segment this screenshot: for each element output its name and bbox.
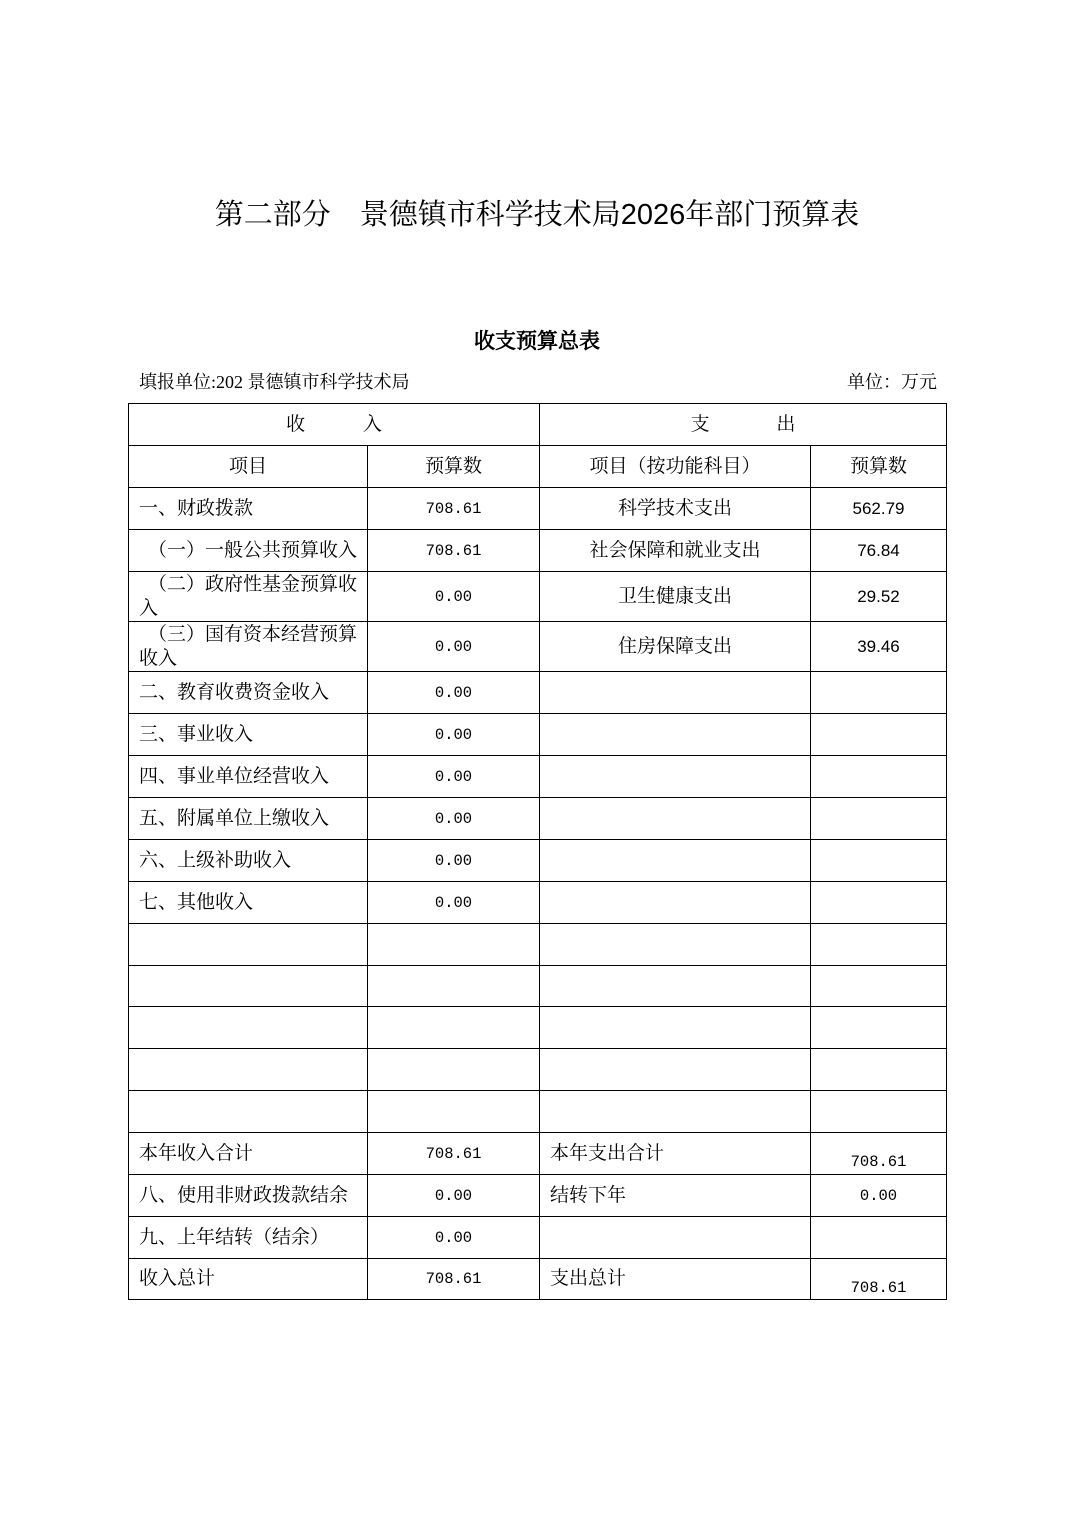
empty-cell	[811, 1049, 947, 1091]
grand-total-income-item: 收入总计	[129, 1259, 368, 1300]
income-amount: 0.00	[368, 840, 540, 882]
income-item: 五、附属单位上缴收入	[129, 798, 368, 840]
income-amount: 0.00	[368, 756, 540, 798]
income-item: （二）政府性基金预算收入	[139, 573, 358, 619]
empty-cell	[129, 924, 368, 966]
total-income-amount: 0.00	[368, 1217, 540, 1259]
empty-cell	[811, 966, 947, 1007]
grand-total-income-amount: 708.61	[368, 1259, 540, 1300]
empty-cell	[129, 966, 368, 1007]
grand-total-expense-amount: 708.61	[811, 1259, 947, 1300]
empty-cell	[540, 1217, 811, 1259]
income-amount: 0.00	[368, 622, 540, 672]
col-header-expense-amount: 预算数	[811, 446, 947, 488]
empty-cell	[368, 1049, 540, 1091]
income-item-cell	[129, 572, 368, 622]
empty-cell	[129, 1091, 368, 1133]
empty-cell	[811, 756, 947, 798]
col-header-income-item: 项目	[129, 446, 368, 488]
total-expense-item: 本年支出合计	[540, 1133, 811, 1175]
empty-cell	[811, 1091, 947, 1133]
income-item: （一）一般公共预算收入	[148, 539, 358, 561]
empty-cell	[368, 966, 540, 1007]
empty-cell	[811, 798, 947, 840]
expense-section-header: 支 出	[540, 404, 947, 446]
income-amount: 0.00	[368, 798, 540, 840]
total-income-amount: 0.00	[368, 1175, 540, 1217]
income-item-cell	[129, 530, 368, 572]
empty-cell	[540, 1049, 811, 1091]
total-income-amount: 708.61	[368, 1133, 540, 1175]
income-amount: 0.00	[368, 572, 540, 622]
total-expense-item: 结转下年	[540, 1175, 811, 1217]
income-amount: 708.61	[368, 530, 540, 572]
filing-unit: 填报单位:202 景德镇市科学技术局	[139, 372, 410, 392]
currency-unit: 单位：万元	[847, 372, 937, 392]
empty-cell	[129, 1049, 368, 1091]
empty-cell	[540, 840, 811, 882]
empty-cell	[540, 798, 811, 840]
col-header-income-amount: 预算数	[368, 446, 540, 488]
expense-amount: 76.84	[811, 530, 947, 572]
expense-item: 卫生健康支出	[540, 572, 811, 622]
expense-item: 社会保障和就业支出	[540, 530, 811, 572]
budget-table	[128, 403, 947, 1300]
table-title: 收支预算总表	[474, 329, 600, 353]
income-item: 四、事业单位经营收入	[129, 756, 368, 798]
income-item: 六、上级补助收入	[129, 840, 368, 882]
empty-cell	[368, 1091, 540, 1133]
total-income-item: 九、上年结转（结余）	[129, 1217, 368, 1259]
income-amount: 0.00	[368, 672, 540, 714]
empty-cell	[540, 1091, 811, 1133]
income-item: 二、教育收费资金收入	[129, 672, 368, 714]
doc-title: 第二部分 景德镇市科学技术局2026年部门预算表	[214, 199, 860, 231]
income-item: 七、其他收入	[129, 882, 368, 924]
empty-cell	[540, 966, 811, 1007]
total-income-item: 本年收入合计	[129, 1133, 368, 1175]
empty-cell	[540, 672, 811, 714]
empty-cell	[540, 924, 811, 966]
empty-cell	[540, 882, 811, 924]
income-amount: 708.61	[368, 488, 540, 530]
expense-amount: 29.52	[811, 572, 947, 622]
income-item-cell	[129, 622, 368, 672]
empty-cell	[811, 882, 947, 924]
income-item: 三、事业收入	[129, 714, 368, 756]
income-section-header: 收 入	[129, 404, 540, 446]
expense-amount: 39.46	[811, 622, 947, 672]
income-item: 一、财政拨款	[129, 488, 368, 530]
empty-cell	[811, 924, 947, 966]
income-item: （三）国有资本经营预算收入	[139, 623, 358, 669]
income-amount: 0.00	[368, 882, 540, 924]
col-header-expense-item: 项目（按功能科目）	[540, 446, 811, 488]
grand-total-expense-item: 支出总计	[540, 1259, 811, 1300]
empty-cell	[540, 756, 811, 798]
total-income-item: 八、使用非财政拨款结余	[129, 1175, 368, 1217]
total-expense-amount: 708.61	[811, 1133, 947, 1175]
total-expense-amount: 0.00	[811, 1175, 947, 1217]
empty-cell	[811, 1217, 947, 1259]
expense-item: 科学技术支出	[540, 488, 811, 530]
empty-cell	[811, 1007, 947, 1049]
expense-amount: 562.79	[811, 488, 947, 530]
empty-cell	[368, 1007, 540, 1049]
expense-item: 住房保障支出	[540, 622, 811, 672]
empty-cell	[811, 714, 947, 756]
empty-cell	[540, 1007, 811, 1049]
empty-cell	[129, 1007, 368, 1049]
empty-cell	[368, 924, 540, 966]
empty-cell	[540, 714, 811, 756]
unit-row	[139, 370, 937, 394]
empty-cell	[811, 672, 947, 714]
empty-cell	[811, 840, 947, 882]
income-amount: 0.00	[368, 714, 540, 756]
